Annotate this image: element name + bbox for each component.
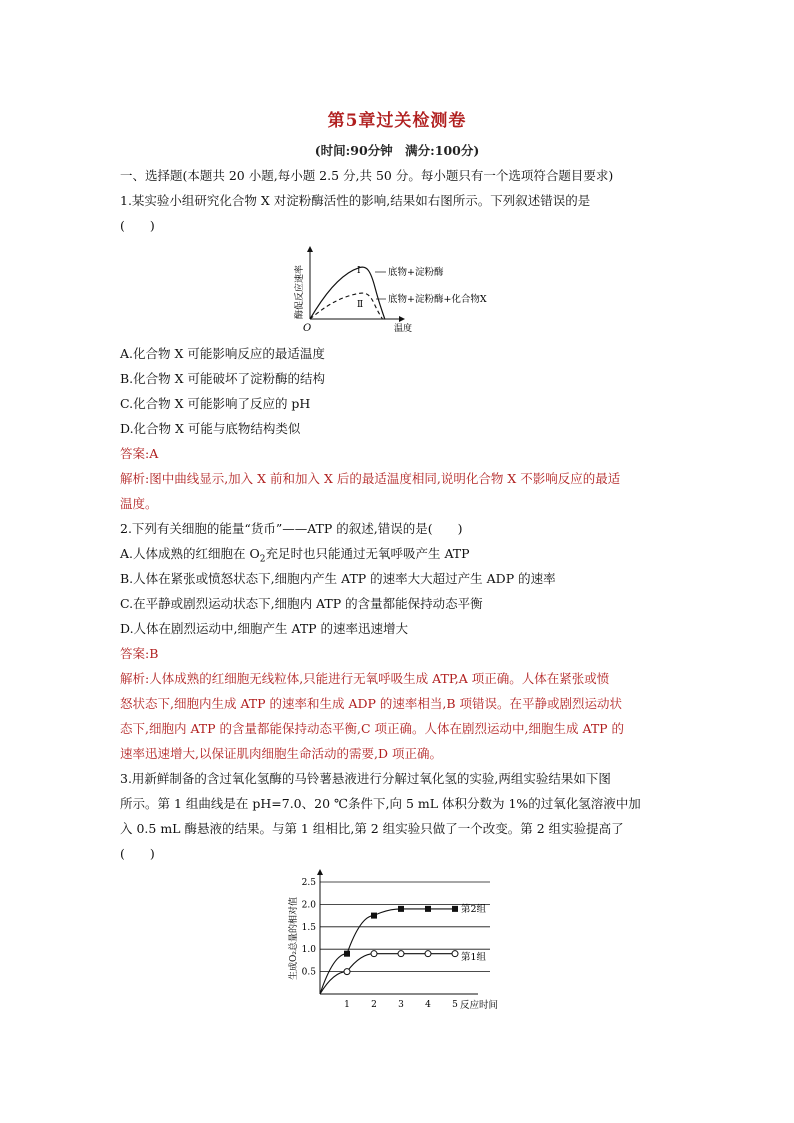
- q3-x-tick-label: 1: [344, 1000, 350, 1010]
- q1-analysis-line-2: 温度。: [120, 496, 158, 511]
- q2-analysis-line-1: 解析:人体成熟的红细胞无线粒体,只能进行无氧呼吸生成 ATP,A 项正确。人体在紧张或愤: [120, 671, 610, 686]
- q2-analysis-line-3: 态下,细胞内 ATP 的含量都能保持动态平衡,C 项正确。人体在剧烈运动中,细胞生成 ATP 的: [120, 721, 625, 736]
- q2-analysis-line-2: 怒状态下,细胞内生成 ATP 的速率和生成 ADP 的速率相当,B 项错误。在平静或剧烈运动状: [120, 696, 623, 711]
- q3-legend-group2: 第2组: [461, 904, 487, 915]
- q3-x-tick-label: 3: [398, 1000, 404, 1010]
- q3-y-tick-label: 2.5: [301, 878, 316, 888]
- q1-answer: 答案:A: [120, 446, 159, 461]
- q1-origin-label: O: [303, 323, 312, 334]
- q3-stem-line-2: 所示。第 1 组曲线是在 pH=7.0、20 ℃条件下,向 5 mL 体积分数为 1%的过氧化氢溶液中加: [120, 796, 641, 811]
- q3-legend-group1: 第1组: [461, 952, 487, 963]
- q1-option-b: B.化合物 X 可能破坏了淀粉酶的结构: [120, 371, 326, 386]
- q2-stem: 2.下列有关细胞的能量“货币”——ATP 的叙述,错误的是( ): [120, 521, 463, 536]
- q3-oxygen-chart: [280, 862, 520, 1014]
- q1-option-d: D.化合物 X 可能与底物结构类似: [120, 421, 301, 436]
- q1-curve-I: [310, 267, 385, 319]
- q1-option-a: A.化合物 X 可能影响反应的最适温度: [120, 346, 325, 361]
- q1-stem: 1.某实验小组研究化合物 X 对淀粉酶活性的影响,结果如右图所示。下列叙述错误的是: [120, 193, 591, 208]
- q3-y-tick-label: 2.0: [301, 900, 316, 911]
- q3-point-group1: [425, 951, 431, 957]
- q2-option-a-sub: 2: [259, 554, 266, 565]
- q3-point-group1: [398, 951, 404, 957]
- section-heading: 一、选择题(本题共 20 小题,每小题 2.5 分,共 50 分。每小题只有一个选项符合题目要求): [120, 168, 614, 183]
- q3-y-label: 生成O₂总量的相对值: [289, 897, 299, 980]
- q2-option-a-pre: A.人体成熟的红细胞在 O: [120, 546, 260, 561]
- q3-curve-group2: [320, 909, 458, 994]
- q1-legend-I: 底物+淀粉酶: [388, 267, 444, 278]
- q3-markers: [344, 906, 458, 975]
- q1-marker-I: Ⅰ: [357, 266, 361, 276]
- q3-paren: ( ): [120, 846, 155, 861]
- q3-y-tick-label: 0.5: [301, 967, 316, 978]
- page-subtitle: (时间:90分钟 满分:100分): [314, 143, 480, 158]
- q1-legend-II: 底物+淀粉酶+化合物X: [388, 294, 487, 305]
- q3-curve-group1: [320, 954, 458, 994]
- q3-x-label: 反应时间: [460, 1000, 499, 1011]
- q1-paren: ( ): [120, 218, 155, 233]
- q1-enzyme-chart: [290, 243, 510, 338]
- q3-stem-line-1: 3.用新鲜制备的含过氧化氢酶的马铃薯悬液进行分解过氧化氢的实验,两组实验结果如下图: [120, 771, 611, 786]
- q3-point-group2: [344, 951, 350, 957]
- q2-analysis-line-4: 速率迅速增大,以保证肌肉细胞生命活动的需要,D 项正确。: [120, 746, 442, 761]
- q1-curve-II: [310, 293, 383, 319]
- q1-marker-II: Ⅱ: [357, 300, 364, 310]
- q2-option-a-post: 充足时也只能通过无氧呼吸产生 ATP: [265, 546, 470, 561]
- q3-point-group2: [398, 906, 404, 912]
- q3-x-tick-label: 4: [425, 1000, 431, 1010]
- q2-answer: 答案:B: [120, 646, 159, 661]
- q1-x-label: 温度: [394, 324, 413, 334]
- q3-x-tick-label: 5: [452, 1000, 458, 1010]
- q3-point-group2: [452, 906, 458, 912]
- q3-point-group1: [344, 969, 350, 975]
- q2-option-d: D.人体在剧烈运动中,细胞产生 ATP 的速率迅速增大: [120, 621, 409, 636]
- q2-option-c: C.在平静或剧烈运动状态下,细胞内 ATP 的含量都能保持动态平衡: [120, 596, 483, 611]
- page-title: 第5章过关检测卷: [327, 111, 467, 131]
- q3-x-tick-label: 2: [371, 1000, 377, 1010]
- q2-option-b: B.人体在紧张或愤怒状态下,细胞内产生 ATP 的速率大大超过产生 ADP 的速率: [120, 571, 556, 586]
- q3-y-tick-label: 1.0: [301, 945, 316, 956]
- q3-point-group2: [425, 906, 431, 912]
- q1-analysis-line-1: 解析:图中曲线显示,加入 X 前和加入 X 后的最适温度相同,说明化合物 X 不影响反应的最适: [120, 471, 621, 486]
- q3-ticks: [302, 878, 458, 1010]
- q3-y-tick-label: 1.5: [301, 922, 316, 933]
- q1-y-label: 酶促反应速率: [295, 264, 305, 319]
- q1-option-c: C.化合物 X 可能影响了反应的 pH: [120, 396, 311, 411]
- q3-stem-line-3: 入 0.5 mL 酶悬液的结果。与第 1 组相比,第 2 组实验只做了一个改变。第 2 组实验提高了: [120, 821, 624, 836]
- q3-point-group2: [371, 913, 377, 919]
- q3-point-group1: [452, 951, 458, 957]
- q3-point-group1: [371, 951, 377, 957]
